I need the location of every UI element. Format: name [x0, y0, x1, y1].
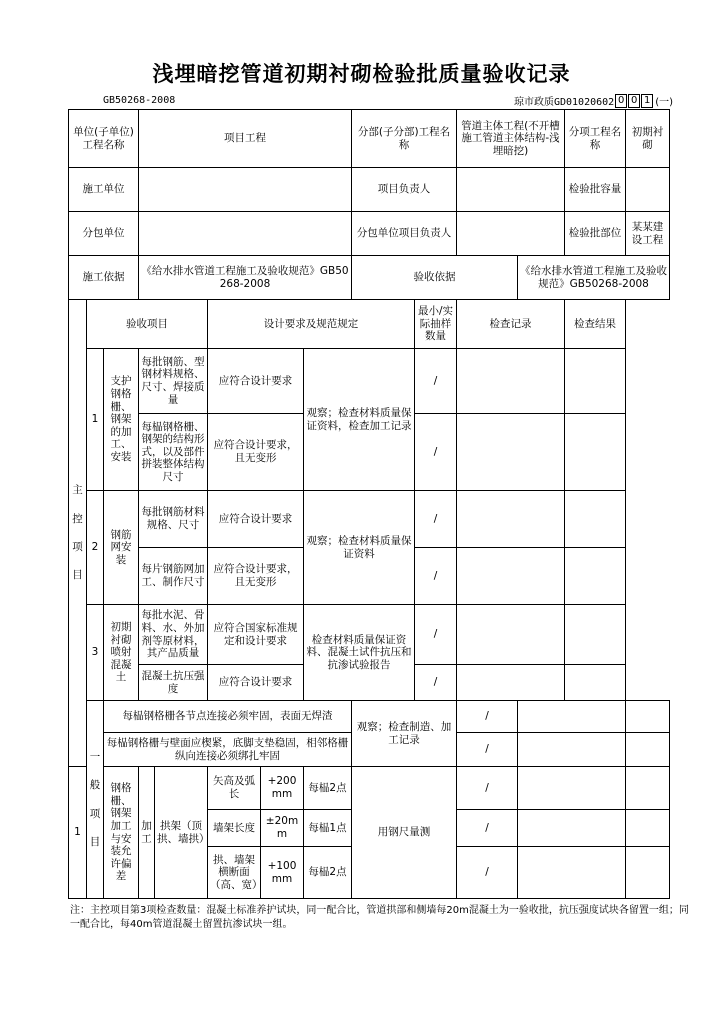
main-method: 检查材料质量保证资料、混凝土试件抗压和抗渗试验报告 — [304, 605, 415, 701]
main-sample[interactable]: / — [415, 548, 457, 605]
general-record[interactable] — [518, 810, 626, 847]
batch-capacity-label: 检验批容量 — [565, 168, 626, 212]
general-result[interactable] — [626, 767, 670, 810]
general-record[interactable] — [518, 701, 626, 733]
general-record[interactable] — [518, 847, 626, 899]
record-code — [514, 93, 673, 108]
general-tolerance: ±20mm — [261, 810, 304, 847]
record-table — [68, 109, 670, 899]
general-record[interactable] — [518, 767, 626, 810]
main-record[interactable] — [457, 548, 565, 605]
main-requirement: 应符合国家标准规定和设计要求 — [208, 605, 304, 665]
unit-label: 单位(子单位)工程名称 — [69, 110, 139, 168]
construction-unit-value[interactable] — [139, 168, 352, 212]
construction-unit-label: 施工单位 — [69, 168, 139, 212]
main-record[interactable] — [457, 414, 565, 491]
general-tolerance-item: 墙架长度 — [208, 810, 261, 847]
main-item: 每片钢筋网加工、制作尺寸 — [139, 548, 208, 605]
general-method: 观察；检查制造、加工记录 — [352, 701, 457, 767]
general-frequency: 每榀1点 — [304, 810, 352, 847]
basis-label: 施工依据 — [69, 256, 139, 300]
subcontract-unit-value[interactable] — [139, 212, 352, 256]
general-item: 每榀钢格栅与壁面应楔紧，底脚支垫稳固，相邻格栅纵向连接必须绑扎牢固 — [104, 733, 352, 767]
main-requirement: 应符合设计要求，且无变形 — [208, 414, 304, 491]
general-sample[interactable]: / — [457, 767, 518, 810]
main-item: 每批水泥、骨料、水、外加剂等原材料，其产品质量 — [139, 605, 208, 665]
general-frequency: 每榀2点 — [304, 847, 352, 899]
col-result: 检查结果 — [565, 300, 626, 349]
general-sample[interactable]: / — [457, 847, 518, 899]
record-code-suffix: (一) — [655, 97, 673, 108]
main-record[interactable] — [457, 665, 565, 701]
general-tolerance-item: 拱、墙架横断面（高、宽） — [208, 847, 261, 899]
project-leader-label: 项目负责人 — [352, 168, 457, 212]
main-group-name: 钢筋网安装 — [104, 491, 139, 605]
batch-part-label: 检验批部位 — [565, 212, 626, 256]
main-requirement: 应符合设计要求 — [208, 665, 304, 701]
record-code-box[interactable]: 0 — [628, 94, 640, 108]
general-sample[interactable]: / — [457, 810, 518, 847]
main-result[interactable] — [565, 349, 626, 414]
record-code-box[interactable]: 0 — [615, 94, 627, 108]
main-record[interactable] — [457, 491, 565, 548]
main-sample[interactable]: / — [415, 491, 457, 548]
general-group-no: 1 — [69, 767, 87, 899]
main-record[interactable] — [457, 605, 565, 665]
general-sample[interactable]: / — [457, 733, 518, 767]
main-method: 观察；检查材料质量保证资料 — [304, 491, 415, 605]
main-control-label: 主 控 项 目 — [69, 300, 87, 767]
general-result[interactable] — [626, 701, 670, 733]
main-result[interactable] — [565, 491, 626, 548]
main-method: 观察；检查材料质量保证资料，检查加工记录 — [304, 349, 415, 491]
col-sample: 最小/实际抽样数量 — [415, 300, 457, 349]
subcontract-leader-label: 分包单位项目负责人 — [352, 212, 457, 256]
subcontract-unit-label: 分包单位 — [69, 212, 139, 256]
record-code-prefix: 琼市政质GD01020602 — [513, 97, 615, 108]
col-requirement: 设计要求及规范规定 — [208, 300, 415, 349]
main-requirement: 应符合设计要求 — [208, 491, 304, 548]
main-result[interactable] — [565, 548, 626, 605]
main-record[interactable] — [457, 349, 565, 414]
general-tolerance: +200mm — [261, 767, 304, 810]
main-group-no: 2 — [87, 491, 104, 605]
main-sample[interactable]: / — [415, 605, 457, 665]
acceptance-basis-label: 验收依据 — [352, 256, 518, 300]
general-group-name: 钢格栅、钢架加工与安装允许偏差 — [104, 767, 139, 899]
main-result[interactable] — [565, 665, 626, 701]
subcontract-leader-value[interactable] — [457, 212, 565, 256]
general-record[interactable] — [518, 733, 626, 767]
general-result[interactable] — [626, 847, 670, 899]
main-item: 每批钢筋、型钢材料规格、尺寸、焊接质量 — [139, 349, 208, 414]
general-tolerance-item: 矢高及弧长 — [208, 767, 261, 810]
main-group-name: 支护钢格栅、钢架的加工、安装 — [104, 349, 139, 491]
general-result[interactable] — [626, 810, 670, 847]
main-requirement: 应符合设计要求 — [208, 349, 304, 414]
general-frequency: 每榀2点 — [304, 767, 352, 810]
general-item: 每榀钢格栅各节点连接必须牢固，表面无焊渣 — [104, 701, 352, 733]
col-record: 检查记录 — [457, 300, 565, 349]
general-sub2-name: 拱架（顶拱、墙拱） — [155, 767, 208, 899]
general-tolerance: +100mm — [261, 847, 304, 899]
general-result[interactable] — [626, 733, 670, 767]
general-sample[interactable]: / — [457, 701, 518, 733]
main-sample[interactable]: / — [415, 665, 457, 701]
main-group-no: 1 — [87, 349, 104, 491]
col-item: 验收项目 — [87, 300, 208, 349]
general-sub-name: 加工 — [139, 767, 155, 899]
main-requirement: 应符合设计要求，且无变形 — [208, 548, 304, 605]
main-group-name: 初期衬砌喷射混凝土 — [104, 605, 139, 701]
footnote: 注：主控项目第3项检查数量：混凝土标准养护试块，同一配合比，管道拱部和侧墙每20m混凝土为一验收批，抗压强度试块各留置一组；同一配合比，每40m管道混凝土留置抗渗试块一组。 — [70, 905, 689, 930]
division-label: 分部(子分部)工程名称 — [352, 110, 457, 168]
batch-capacity-value[interactable] — [626, 168, 670, 212]
main-item: 混凝土抗压强度 — [139, 665, 208, 701]
record-code-box[interactable]: 1 — [641, 94, 653, 108]
division-value[interactable]: 管道主体工程(不开槽施工管道主体结构-浅埋暗挖) — [457, 110, 565, 168]
general-measure-method: 用钢尺量测 — [352, 767, 457, 899]
main-item: 每榀钢格栅、钢架的结构形式，以及部件拼装整体结构尺寸 — [139, 414, 208, 491]
unit-value[interactable]: 项目工程 — [139, 110, 352, 168]
page-title: 浅埋暗挖管道初期衬砌检验批质量验收记录 — [152, 62, 571, 86]
main-sample[interactable]: / — [415, 414, 457, 491]
main-result[interactable] — [565, 414, 626, 491]
main-sample[interactable]: / — [415, 349, 457, 414]
basis-value[interactable]: 《给水排水管道工程施工及验收规范》GB50268-2008 — [139, 256, 352, 300]
general-label: 一 般 项 目 — [87, 701, 104, 899]
acceptance-basis-value[interactable]: 《给水排水管道工程施工及验收规范》GB50268-2008 — [518, 256, 670, 300]
item-value[interactable]: 初期衬砌 — [626, 110, 670, 168]
main-item: 每批钢筋材料规格、尺寸 — [139, 491, 208, 548]
project-leader-value[interactable] — [457, 168, 565, 212]
item-label: 分项工程名称 — [565, 110, 626, 168]
standard-code: GB50268-2008 — [103, 95, 176, 106]
main-group-no: 3 — [87, 605, 104, 701]
main-result[interactable] — [565, 605, 626, 665]
batch-part-value[interactable]: 某某建设工程 — [626, 212, 670, 256]
